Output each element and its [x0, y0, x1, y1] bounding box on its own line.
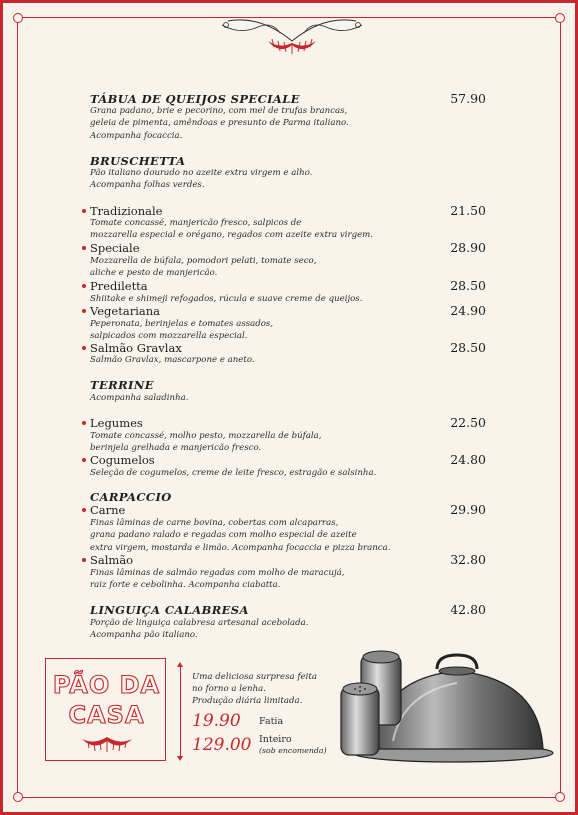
section-title-bruschetta: BRUSCHETTA: [90, 154, 186, 168]
menu-item-salmao: Salmão: [90, 553, 133, 567]
bullet: [82, 508, 86, 512]
bullet: [82, 458, 86, 462]
price-salmao-gravlax: 28.50: [450, 340, 486, 355]
desc-legumes: Tomate concassé, molho pesto, mozzarella de búfala, berinjela grelhada e manjericão fresco.: [90, 431, 322, 454]
desc-carne: Finas lâminas de carne bovina, cobertas com alcaparras, grana padano ralado e regadas com molho especial de azeite extra virgem, mostarda e limão. Acompanha focaccia e pizza branca.: [90, 518, 391, 553]
price-prediletta: 28.50: [450, 278, 486, 293]
desc-salmao: Finas lâminas de salmão regadas com molho de maracujá, raiz forte e cebolinha. Acompanha ciabatta.: [90, 568, 345, 591]
pao-description: Uma deliciosa surpresa feita no forno a lenha. Produção diária limitada.: [192, 672, 317, 706]
menu-item-carne: Carne: [90, 503, 125, 517]
desc-terrine: Acompanha saladinha.: [90, 393, 189, 403]
menu-item-legumes: Legumes: [90, 416, 143, 430]
pao-title-line1: PÃO DA: [52, 671, 161, 699]
bullet: [82, 421, 86, 425]
price-legumes: 22.50: [450, 415, 486, 430]
price-cogumelos: 24.80: [450, 452, 486, 467]
menu-item-cogumelos: Cogumelos: [90, 453, 155, 467]
pao-title-line2: CASA: [68, 701, 145, 729]
corner-ornament: [13, 792, 23, 802]
bullet: [82, 346, 86, 350]
price-carne: 29.90: [450, 502, 486, 517]
bullet: [82, 246, 86, 250]
corner-ornament: [13, 13, 23, 23]
pao-whole-price: 129.00: [192, 735, 252, 755]
price-speciale: 28.90: [450, 240, 486, 255]
menu-item-speciale: Speciale: [90, 241, 140, 255]
desc-linguica: Porção de linguiça calabresa artesanal acebolada. Acompanha pão italiano.: [90, 618, 309, 641]
desc-vegetariana: Peperonata, berinjelas e tomates assados, salpicados com mozzarella especial.: [90, 319, 274, 342]
pao-slice-price: 19.90: [192, 711, 241, 731]
pao-whole-label: Inteiro: [259, 734, 292, 745]
top-flourish-ornament: [220, 11, 364, 57]
price-tradizionale: 21.50: [450, 203, 486, 218]
cloche-illustration-icon: [333, 641, 555, 765]
bullet: [82, 309, 86, 313]
desc-prediletta: Shiitake e shimeji refogados, rúcula e suave creme de queijos.: [90, 294, 363, 304]
divider-arrow-line: [180, 666, 181, 758]
pao-da-casa-box: [45, 658, 166, 761]
mustache-ornament-icon: [80, 733, 134, 753]
price-tabua: 57.90: [450, 91, 486, 106]
desc-cogumelos: Seleção de cogumelos, creme de leite fresco, estragão e salsinha.: [90, 468, 377, 478]
desc-tradizionale: Tomate concassé, manjericão fresco, salpicos de mozzarella especial e orégano, regados com azeite extra virgem.: [90, 218, 374, 241]
corner-ornament: [555, 13, 565, 23]
price-linguica: 42.80: [450, 602, 486, 617]
desc-speciale: Mozzarella de búfala, pomodori pelati, tomate seco, aliche e pesto de manjericão.: [90, 256, 317, 279]
menu-item-tradizionale: Tradizionale: [90, 204, 162, 218]
bullet: [82, 209, 86, 213]
section-title-tabua: TÁBUA DE QUEIJOS SPECIALE: [90, 92, 300, 106]
menu-item-prediletta: Prediletta: [90, 279, 148, 293]
desc-salmao-gravlax: Salmão Gravlax, mascarpone e aneto.: [90, 355, 255, 365]
price-vegetariana: 24.90: [450, 303, 486, 318]
price-salmao: 32.80: [450, 552, 486, 567]
arrow-down-icon: [177, 756, 183, 761]
desc-bruschetta: Pão italiano dourado no azeite extra virgem e alho. Acompanha folhas verdes.: [90, 168, 313, 191]
pao-whole-note: (sob encomenda): [259, 746, 327, 755]
pao-slice-label: Fatia: [259, 716, 284, 727]
desc-tabua: Grana padano, brie e pecorino, com mel de trufas brancas, geleia de pimenta, amêndoas e presunto de Parma italiano. Acompanha focaccia.: [90, 106, 349, 141]
section-title-linguica: LINGUIÇA CALABRESA: [90, 603, 249, 617]
section-title-terrine: TERRINE: [90, 378, 154, 392]
bullet: [82, 284, 86, 288]
menu-item-salmao-gravlax: Salmão Gravlax: [90, 341, 182, 355]
menu-item-vegetariana: Vegetariana: [90, 304, 160, 318]
section-title-carpaccio: CARPACCIO: [90, 490, 172, 504]
bullet: [82, 558, 86, 562]
corner-ornament: [555, 792, 565, 802]
arrow-up-icon: [177, 662, 183, 667]
